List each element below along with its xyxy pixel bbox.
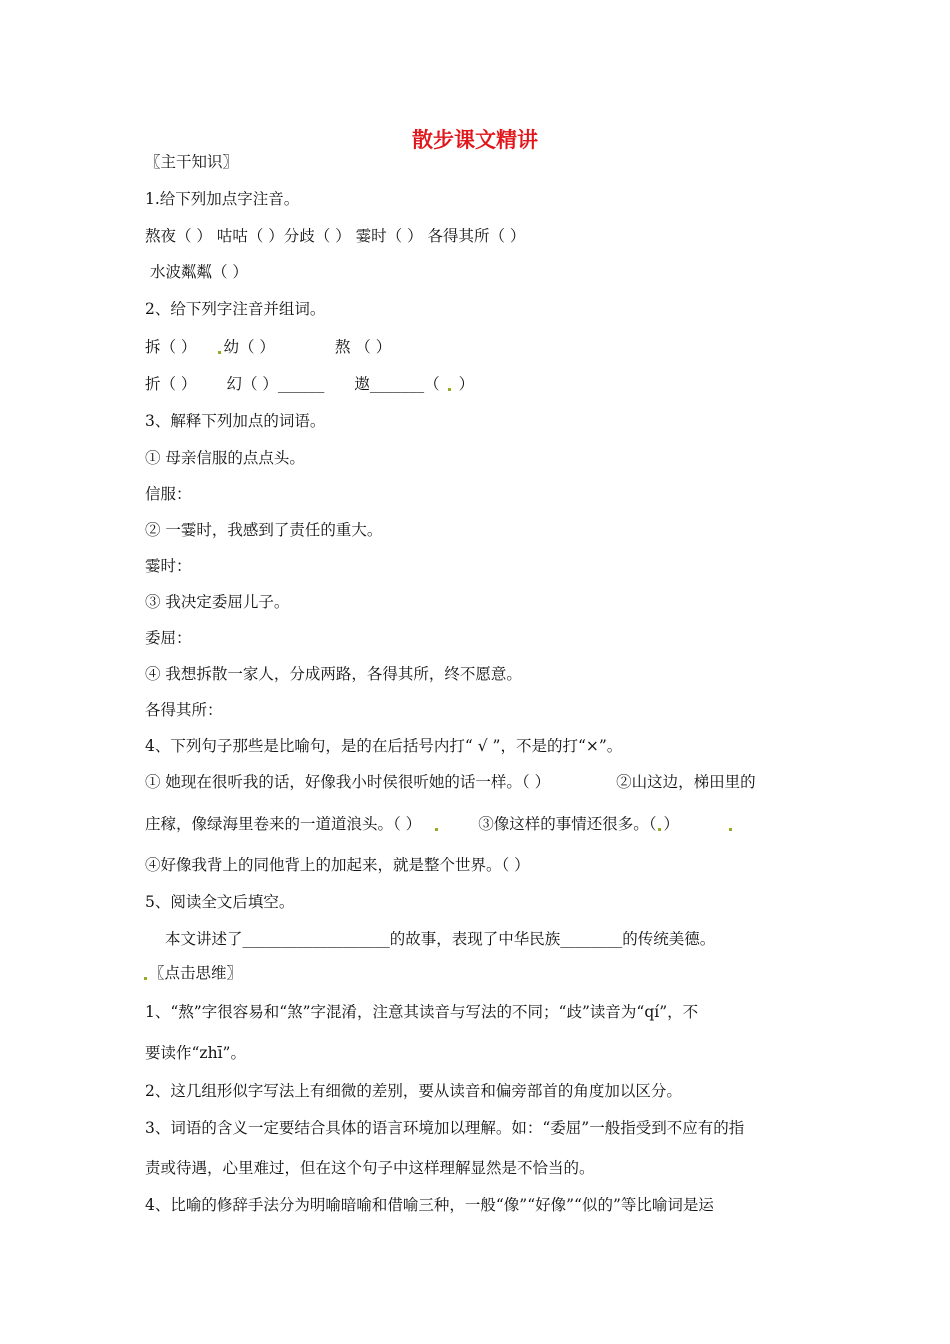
q2-item-ao2: 遨_______（	[354, 375, 440, 393]
q2-item-huan: 幻（ ）______	[226, 375, 325, 393]
section-heading-thinking	[142, 963, 242, 983]
page-title: 散步课文精讲	[412, 128, 538, 152]
question-5: 5、阅读全文后填空。	[145, 893, 295, 911]
question-5-fill-blank: 本文讲述了___________________的故事，表现了中华民族________的传统美德。	[165, 930, 716, 948]
q2-item-you: 幼（ ）	[223, 338, 275, 356]
emphasis-dot	[729, 828, 732, 831]
question-3-sentence-1: ① 母亲信服的点点头。	[145, 449, 305, 467]
thinking-point-1: 1、“熬”字很容易和“煞”字混淆，注意其读音与写法的不同；“歧”读音为“qí”，不	[145, 1003, 699, 1021]
emphasis-dot	[144, 977, 147, 980]
q4-sentence-2-cont: 庄稼，像绿海里卷来的一道道浪头。（ ）	[145, 815, 422, 833]
question-4-line-2	[145, 814, 734, 834]
question-3-sentence-2: ② 一霎时，我感到了责任的重大。	[145, 521, 383, 539]
question-4-line-1	[145, 772, 756, 792]
q4-sentence-2: ②山这边，梯田里的	[616, 773, 756, 791]
question-1-items: 熬夜（ ） 咕咕（ ）分歧（ ） 霎时（ ） 各得其所（ ）	[145, 227, 526, 245]
q4-sentence-1: ① 她现在很听我的话，好像我小时侯很听她的话一样。（ ）	[145, 773, 551, 791]
question-3-sentence-4: ④ 我想拆散一家人，分成两路，各得其所，终不愿意。	[145, 665, 522, 683]
question-3-answer-1: 信服：	[145, 485, 192, 503]
emphasis-dot	[448, 388, 451, 391]
thinking-point-3-cont: 责或待遇，心里难过，但在这个句子中这样理解显然是不恰当的。	[145, 1159, 595, 1177]
emphasis-dot	[218, 351, 221, 354]
question-4: 4、下列句子那些是比喻句，是的在后括号内打“ √ ”，不是的打“×”。	[145, 737, 623, 755]
question-2-row-1	[145, 337, 391, 357]
thinking-point-2: 2、这几组形似字写法上有细微的差别，要从读音和偏旁部首的角度加以区分。	[145, 1082, 682, 1100]
question-3-answer-3: 委屈：	[145, 629, 192, 647]
section-heading-main-knowledge: 〖主干知识〗	[145, 153, 239, 171]
question-2: 2、给下列字注音并组词。	[145, 300, 326, 318]
question-1-items-2: 水波粼粼（ ）	[150, 263, 248, 281]
q2-item-ao: 熬 （ ）	[334, 338, 392, 356]
q4-sentence-3: ③像这样的事情还很多。（	[478, 815, 657, 833]
question-3-sentence-3: ③ 我决定委屈儿子。	[145, 593, 290, 611]
emphasis-dot	[435, 828, 438, 831]
question-1: 1.给下列加点字注音。	[145, 190, 300, 208]
section-heading-thinking-label: 〖点击思维〗	[149, 964, 243, 982]
q2-item-ao2-close: ）	[458, 375, 475, 393]
question-3: 3、解释下列加点的词语。	[145, 412, 326, 430]
emphasis-dot	[658, 828, 661, 831]
question-4-line-3: ④好像我背上的同他背上的加起来，就是整个世界。（ ）	[145, 856, 530, 874]
thinking-point-4: 4、比喻的修辞手法分为明喻暗喻和借喻三种，一般“像”“好像”“似的”等比喻词是运	[145, 1196, 714, 1214]
question-3-answer-4: 各得其所：	[145, 701, 223, 719]
thinking-point-1-cont: 要读作“zhī”。	[145, 1044, 246, 1062]
q2-item-zhe: 折（ ）	[145, 375, 197, 393]
thinking-point-3: 3、词语的含义一定要结合具体的语言环境加以理解。如：“委屈”一般指受到不应有的指	[145, 1119, 745, 1137]
q4-sentence-3-close: ）	[663, 815, 679, 833]
question-3-answer-2: 霎时：	[145, 557, 192, 575]
q2-item-chai: 拆（ ）	[145, 338, 197, 356]
question-2-row-2	[145, 374, 474, 394]
